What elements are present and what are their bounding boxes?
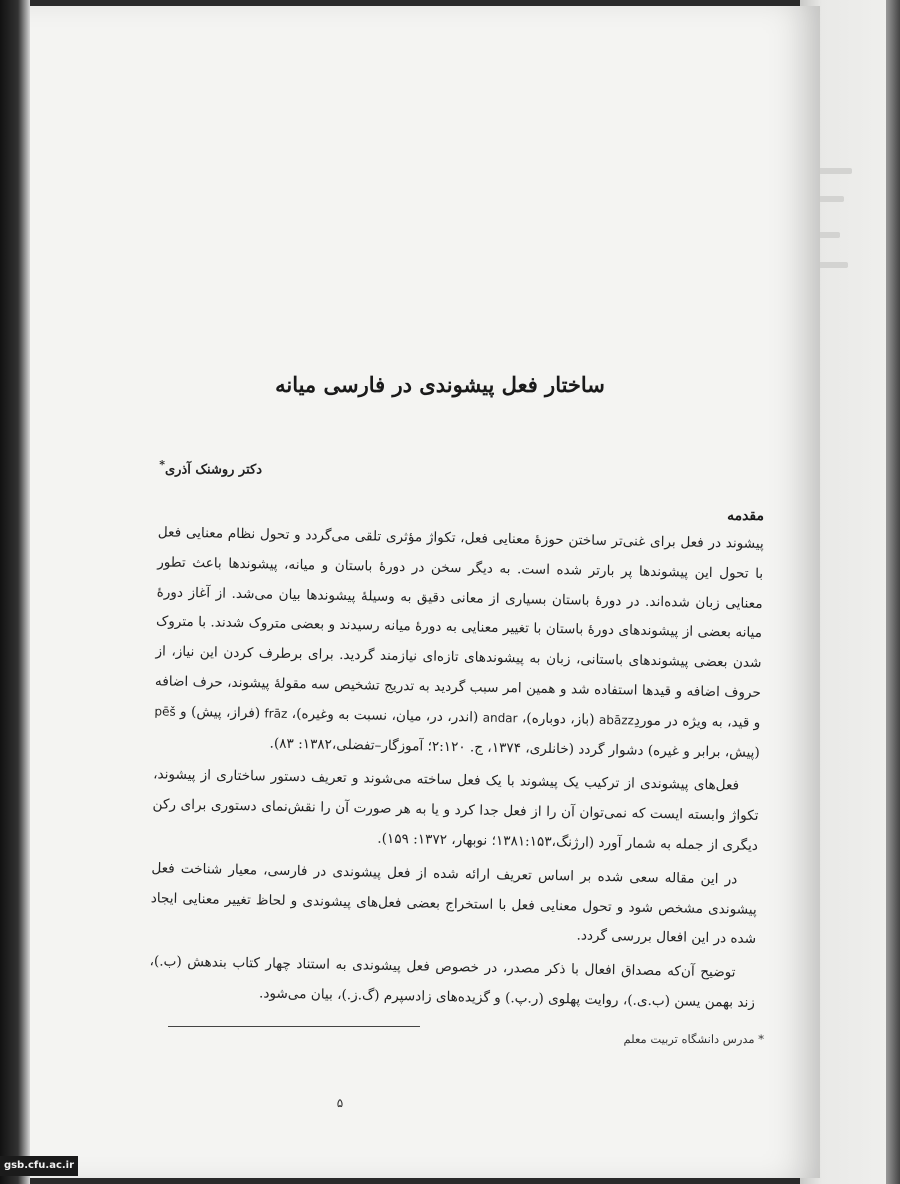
page-number: ۵: [336, 1096, 344, 1110]
term-andar-gloss: (اندر، در، میان، نسبت به وغیره)،: [291, 705, 479, 726]
author-name: دکتر روشنک آذری: [165, 462, 262, 478]
term-pes-gloss: (پیش، برابر و غیره): [647, 742, 760, 761]
scan-left-edge: [0, 0, 30, 1184]
author-footnote-marker: *: [159, 458, 165, 471]
term-fraz-gloss: (فراز، پیش) و: [179, 703, 261, 722]
author-line: [150, 458, 262, 477]
paragraph-1-text: پیشوند در فعل برای غنی‌تر ساختن حوزهٔ معنایی فعل، تکواژ مؤثری تلقی می‌گردد و تحول نظام معنایی فعل با تحول این پیشوندها پر بارتر شده است. به دیگر سخن در دورهٔ باستان و میانه، پیشوندها باعث تطور معنایی زبان شده‌اند. در دورهٔ باستان بسیاری از معانی دقیق به وسیلهٔ پیشوندها بیان می‌شد. از آغاز دورهٔ میانه بعضی از پیشوندهای دورهٔ باستان با تغییر معنایی به دورهٔ میانه رسیدند و بعضی متروک شدند. با متروک شدن بعضی پیشوندهای باستانی، زبان به پیشوندهای تازه‌ای نیازمند گردید. برای برطرف کردن این نیاز، از حروف اضافه و قیدها استفاده شد و همین امر سبب گردید به تدریج تشخیص سه مقولهٔ پیشوند، حرف اضافه و قید، به ویژه در موردِ: [154, 524, 764, 731]
term-andar: andar: [482, 710, 518, 726]
paragraph-4: توضیح آن‌که مصداق افعال با ذکر مصدر، در خصوص فعل پیشوندی به استناد چهار کتاب بندهش (ب.)، زند بهمن یسن (ب.ی.)، روایت پهلوی (ر.پ.) و گزیده‌های زادسپرم (گ.ز.)، بیان می‌شود.: [149, 953, 756, 1011]
term-abazz: abāzz: [598, 712, 635, 728]
footnote: * مدرس دانشگاه تربیت معلم: [623, 1032, 764, 1046]
article-title: ساختار فعل پیشوندی در فارسی میانه: [275, 372, 605, 397]
term-abazz-gloss: (باز، دوباره)،: [521, 710, 595, 728]
paragraph-1: [154, 518, 764, 768]
site-watermark: gsb.cfu.ac.ir: [0, 1156, 78, 1176]
scan-right-edge: [886, 0, 900, 1184]
term-fraz: frāz: [264, 706, 288, 721]
paragraph-2: فعل‌های پیشوندی از ترکیب یک پیشوند با یک فعل ساخته می‌شوند و تعریف دستور ساختاری از پیشوند، تکواژ وابسته ایست که نمی‌توان آن را از فعل جدا کرد و یا به هر صورت آن را نقش‌نمای دستوری برای رکن دیگری از جمله به شمار آورد (ارژنگ،۱۳۸۱:۱۵۳؛ نوبهار، ۱۳۷۲: ۱۵۹).: [152, 766, 759, 854]
article-body: [149, 518, 764, 1022]
section-heading: مقدمه: [727, 508, 764, 524]
term-pes: pēš: [154, 704, 176, 719]
paragraph-1-tail: دشوار گردد (خانلری، ۱۳۷۴، ج. ۲:۱۲۰؛ آموزگار–تفضلی،۱۳۸۲: ۸۳).: [269, 735, 644, 759]
paragraph-3: در این مقاله سعی شده بر اساس تعریف ارائه شده از فعل پیشوندی در فارسی، معیار شناخت فعل پیشوندی مشخص شود و تحول معنایی فعل با استخراج بعضی فعل‌های پیشوندی و لحاظ تغییر معنایی ایجاد شده در این افعال بررسی گردد.: [150, 860, 757, 948]
footnote-divider: [168, 1026, 420, 1027]
